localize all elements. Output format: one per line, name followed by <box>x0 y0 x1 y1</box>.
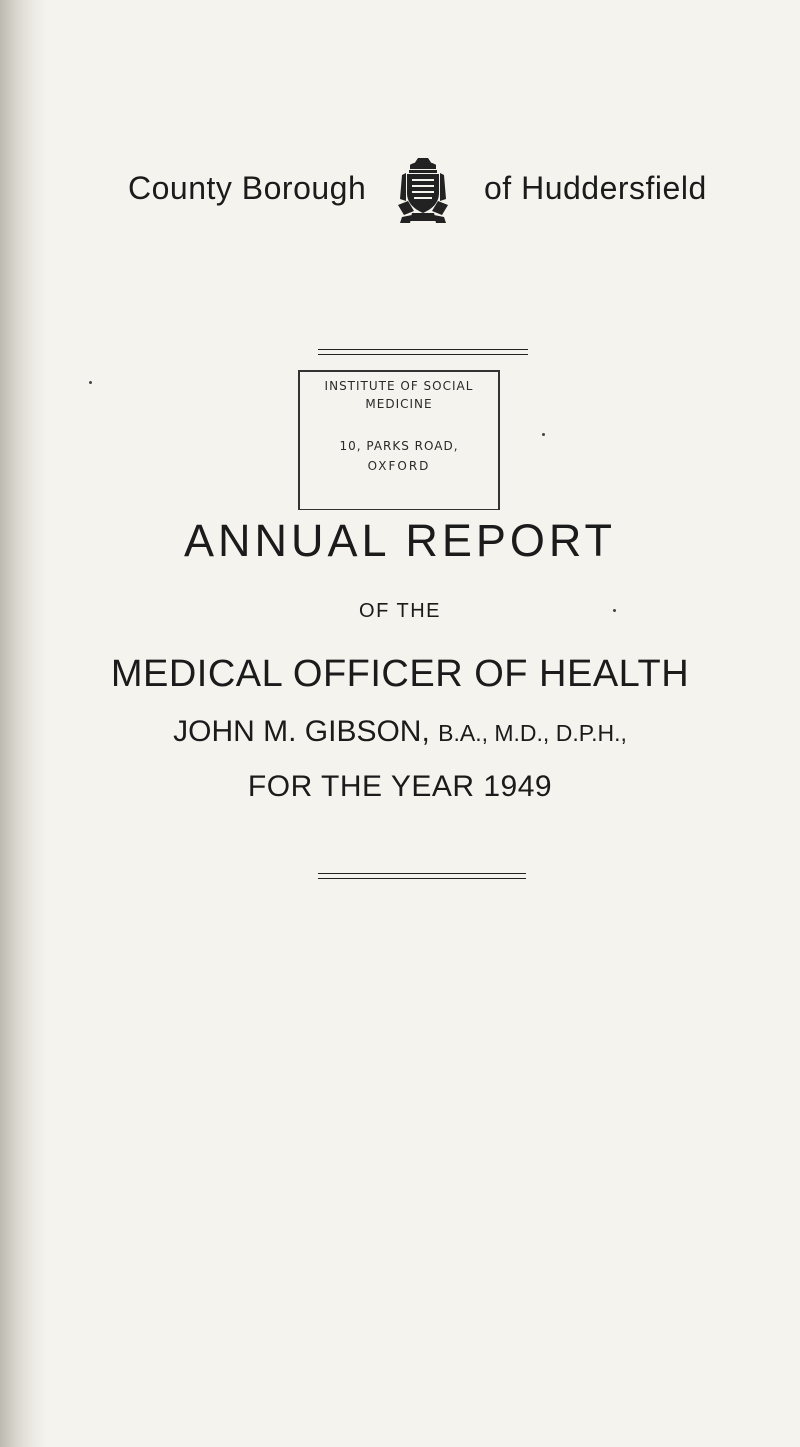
paper-speck <box>89 381 92 384</box>
author-line <box>0 715 800 749</box>
coat-of-arms-icon <box>392 155 454 225</box>
library-stamp <box>298 370 500 510</box>
stamp-line-2: MEDICINE <box>365 397 433 411</box>
top-rule-lower <box>318 354 528 355</box>
bottom-rule-upper <box>318 873 526 874</box>
top-rule-upper <box>318 349 528 350</box>
paper-speck <box>542 433 545 436</box>
office-title: MEDICAL OFFICER OF HEALTH <box>110 653 690 695</box>
author-qualifications: B.A., M.D., D.P.H., <box>438 720 627 746</box>
bottom-rule-lower <box>318 878 526 879</box>
stamp-line-4: OXFORD <box>367 459 431 473</box>
stamp-line-1: INSTITUTE OF SOCIAL <box>324 379 474 393</box>
of-the-text: OF THE <box>359 600 441 622</box>
stamp-line-3: 10, PARKS ROAD, <box>339 439 459 453</box>
report-year-line: FOR THE YEAR 1949 <box>247 770 553 803</box>
paper-speck <box>613 609 616 612</box>
author-name: JOHN M. GIBSON, <box>173 715 430 748</box>
county-borough-text: County Borough <box>128 170 367 206</box>
report-title: ANNUAL REPORT <box>183 515 617 566</box>
huddersfield-text: of Huddersfield <box>484 170 707 206</box>
